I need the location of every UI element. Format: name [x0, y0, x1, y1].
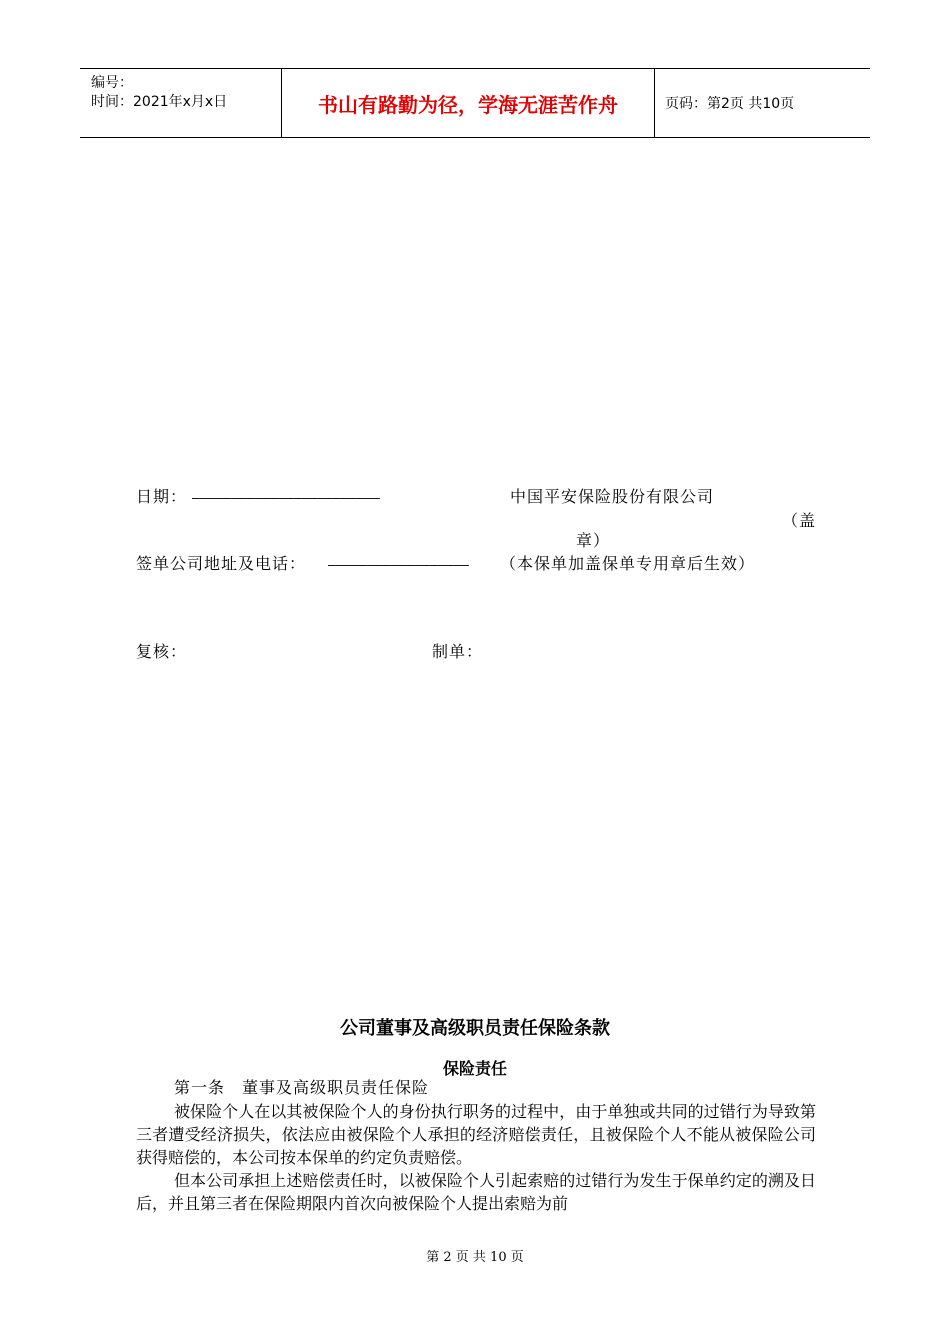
review-label: 复核： [136, 642, 188, 661]
article-1-heading: 第一条 董事及高级职员责任保险 [174, 1078, 430, 1097]
article-1-paragraph-1: 被保险个人在以其被保险个人的身份执行职务的过程中，由于单独或共同的过错行为导致第三者遭受经济损失，依法应由被保险个人承担的经济赔偿责任，且被保险个人不能从被保险公司获得赔偿的，本公司按本保单的约定负责赔偿。 [136, 1102, 816, 1167]
header-table [80, 68, 870, 138]
section-heading: 保险责任 [442, 1059, 507, 1078]
address-blank: —————————————————— [328, 558, 469, 573]
time-label: 时间：2021年x月x日 [91, 94, 228, 110]
clause-title: 公司董事及高级职员责任保险条款 [340, 1018, 610, 1039]
header-meta-cell [80, 69, 282, 137]
seal-text-2: 章） [576, 531, 611, 550]
date-blank: ———————————————————————— [192, 491, 380, 506]
number-label: 编号： [91, 75, 133, 91]
seal-text-1: （盖 [782, 511, 817, 530]
article-1-paragraph-2: 但本公司承担上述赔偿责任时，以被保险个人引起索赔的过错行为发生于保单约定的溯及日后，并且第三者在保险期限内首次向被保险个人提出索赔为前 [136, 1171, 816, 1213]
address-label: 签单公司地址及电话： [136, 554, 307, 573]
date-label: 日期： [136, 487, 188, 506]
motto: 书山有路勤为径，学海无涯苦作舟 [282, 69, 655, 137]
page-info: 页码：第2页 共10页 [665, 96, 795, 112]
maker-label: 制单： [432, 642, 484, 661]
seal-note: （本保单加盖保单专用章后生效） [500, 554, 756, 573]
page-footer: 第 2 页 共 10 页 [426, 1250, 524, 1265]
company-name: 中国平安保险股份有限公司 [510, 487, 715, 506]
